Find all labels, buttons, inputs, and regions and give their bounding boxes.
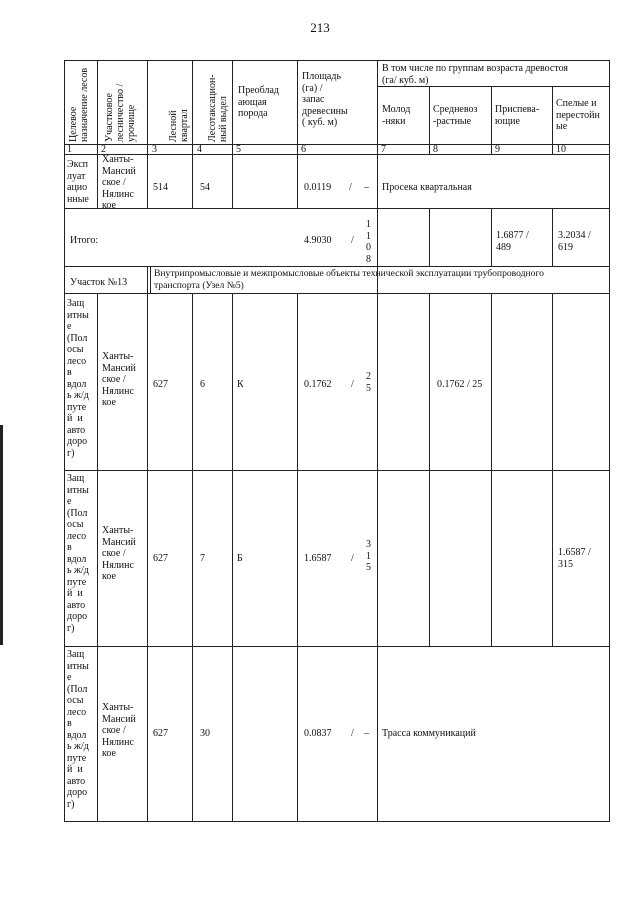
header-number-1: 1 [67, 144, 72, 155]
row-2-bottom [64, 646, 610, 647]
col-divider-6 [377, 60, 378, 822]
col-divider-4 [232, 60, 233, 209]
col-divider-9c [552, 293, 553, 646]
expl-vydel: 54 [200, 182, 210, 193]
row1-middle: 0.1762 / 25 [437, 379, 483, 390]
col-divider-8c [491, 293, 492, 646]
row1-area: 0.1762 [304, 379, 332, 390]
col-divider-7b [429, 208, 430, 266]
col-divider-5 [297, 60, 298, 209]
header-number-2: 2 [101, 144, 106, 155]
row2-forestry: Ханты- Мансий ское / Нялинс кое [102, 525, 136, 582]
header-vydel: Лесотаксацион- ный выдел [207, 74, 229, 142]
header-bottom-line [64, 154, 610, 155]
header-number-3: 3 [152, 144, 157, 155]
row2-species: Б [237, 553, 243, 564]
section-title: Внутрипромысловые и межпромысловые объекты технической эксплуатации трубопроводного транспорта (Узел №5) [154, 268, 544, 291]
header-number-8: 8 [433, 144, 438, 155]
row-expl-bottom [64, 208, 610, 209]
header-young: Молод -няки [382, 104, 411, 127]
table-border-top [64, 60, 610, 61]
row2-mature: 1.6587 / 315 [558, 547, 591, 570]
col-divider-9 [552, 86, 553, 154]
row2-purpose: Защ итны е (Пол осы лесо в вдол ь ж/д путе й и авто доро г) [67, 473, 89, 634]
col-divider-4b [232, 293, 233, 822]
row3-quarter: 627 [153, 728, 168, 739]
expl-stock: – [364, 182, 369, 193]
expl-purpose: Эксп луат ацио нные [67, 159, 89, 205]
header-number-10: 10 [556, 144, 566, 155]
row2-area: 1.6587 [304, 553, 332, 564]
row2-quarter: 627 [153, 553, 168, 564]
scan-edge-mark [0, 425, 3, 645]
table-border-bottom [64, 821, 610, 822]
header-age-groups: В том числе по группам возраста древостоя (га/ куб. м) [382, 63, 569, 86]
forest-table [64, 60, 610, 822]
header-area: Площадь (га) / запас древесины ( куб. м) [302, 71, 348, 128]
header-number-6: 6 [301, 144, 306, 155]
header-age-divider [377, 86, 610, 87]
col-divider-3 [192, 60, 193, 209]
row1-purpose: Защ итны е (Пол осы лесо в вдол ь ж/д путе й и авто доро г) [67, 298, 89, 459]
expl-slash: / [349, 182, 352, 193]
row1-forestry: Ханты- Мансий ское / Нялинс кое [102, 351, 136, 408]
col-divider-7 [429, 86, 430, 154]
table-border-left [64, 60, 65, 822]
header-number-5: 5 [236, 144, 241, 155]
header-number-4: 4 [197, 144, 202, 155]
page-number: 213 [310, 20, 330, 35]
header-number-7: 7 [381, 144, 386, 155]
header-species: Преоблад ающая порода [238, 85, 280, 119]
row-1-bottom [64, 470, 610, 471]
col-divider-8b [491, 208, 492, 266]
total-label: Итого: [70, 235, 99, 246]
row3-stock: – [364, 728, 369, 739]
expl-forestry: Ханты- Мансий ское / Нялинс кое [102, 154, 136, 211]
row3-area: 0.0837 [304, 728, 332, 739]
row3-purpose: Защ итны е (Пол осы лесо в вдол ь ж/д путе й и авто доро г) [67, 649, 89, 810]
row3-slash: / [351, 728, 354, 739]
header-forestry: Участковое лесничество / урочище [104, 83, 137, 142]
total-mature: 3.2034 / 619 [558, 230, 591, 253]
row-total-bottom [64, 266, 610, 267]
total-area: 4.9030 [304, 235, 332, 246]
row3-note: Трасса коммуникаций [382, 728, 476, 739]
row2-vydel: 7 [200, 553, 205, 564]
row3-vydel: 30 [200, 728, 210, 739]
header-mature: Спелые и перестойн ые [556, 98, 600, 132]
header-number-divider [64, 144, 610, 145]
header-purpose: Целевое назначение лесов [68, 67, 90, 142]
header-number-9: 9 [495, 144, 500, 155]
total-stock: 1 1 0 8 [366, 219, 371, 265]
row1-species: К [237, 379, 244, 390]
header-maturing: Приспева- ющие [495, 104, 540, 127]
total-slash: / [351, 235, 354, 246]
section-label: Участок №13 [70, 277, 128, 288]
col-divider-9b [552, 208, 553, 266]
total-maturing: 1.6877 / 489 [496, 230, 529, 253]
row2-stock: 3 1 5 [366, 539, 371, 573]
col-divider-2 [147, 60, 148, 209]
section-divider [150, 266, 151, 294]
expl-area: 0.0119 [304, 182, 332, 193]
col-divider-2b [147, 266, 148, 822]
col-divider-5b [297, 293, 298, 822]
row2-slash: / [351, 553, 354, 564]
col-divider-1b [97, 293, 98, 822]
header-quarter: Лесной квартал [168, 109, 190, 142]
expl-quarter: 514 [153, 182, 168, 193]
col-divider-8 [491, 86, 492, 154]
header-middle: Средневоз -растные [433, 104, 478, 127]
col-divider-1 [97, 60, 98, 209]
row1-stock: 2 5 [366, 371, 371, 394]
col-divider-3b [192, 293, 193, 822]
row1-vydel: 6 [200, 379, 205, 390]
section-bottom [64, 293, 610, 294]
table-border-right [609, 60, 610, 822]
col-divider-7c [429, 293, 430, 646]
expl-note: Просека квартальная [382, 182, 472, 193]
row1-quarter: 627 [153, 379, 168, 390]
row3-forestry: Ханты- Мансий ское / Нялинс кое [102, 702, 136, 759]
row1-slash: / [351, 379, 354, 390]
